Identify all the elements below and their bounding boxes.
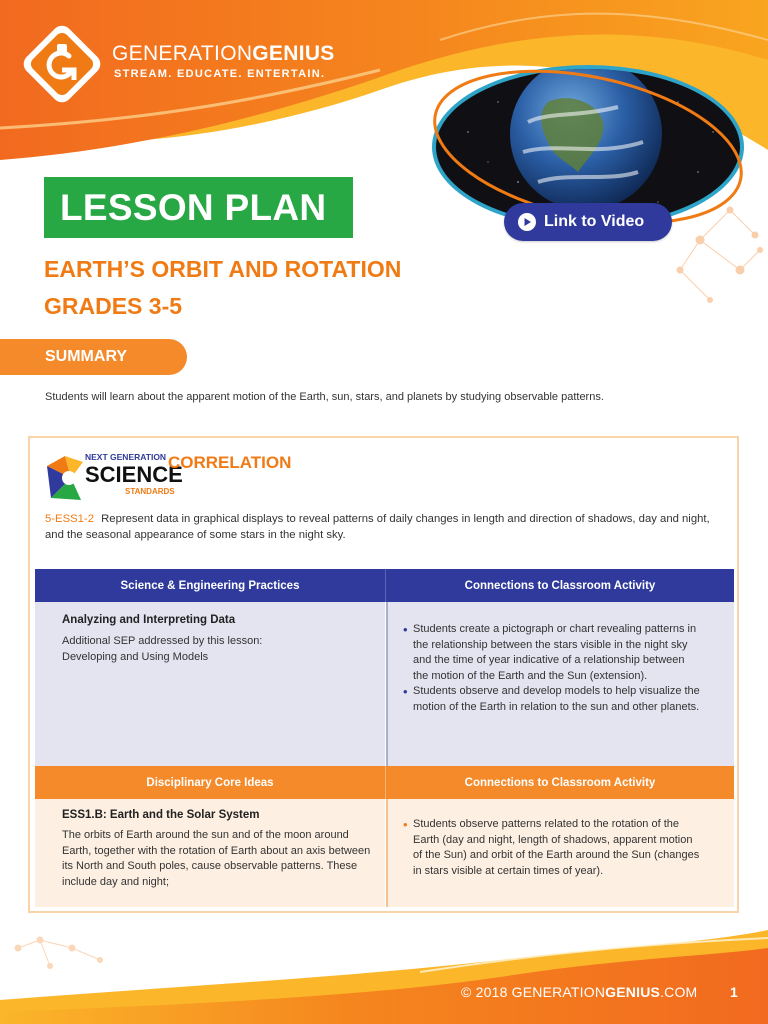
play-icon	[518, 213, 536, 231]
brand-tagline: STREAM. EDUCATE. ENTERTAIN.	[114, 68, 326, 80]
core-ideas-left-cell	[35, 799, 385, 907]
footer-copyright: © 2018 GENERATIONGENIUS.COM	[461, 984, 698, 1000]
grade-level: GRADES 3-5	[44, 293, 183, 319]
list-item: • Students observe and develop models to help visualize the motion of the Earth in relation to the sun and other planets.	[403, 684, 700, 715]
link-to-video-button[interactable]	[504, 203, 672, 241]
lesson-plan-badge: LESSON PLAN	[44, 177, 353, 238]
footer-swoosh	[0, 930, 768, 1024]
svg-text:STANDARDS: STANDARDS	[125, 487, 175, 496]
practices-header-right: Connections to Classroom Activity	[385, 569, 734, 602]
core-ideas-header-right: Connections to Classroom Activity	[385, 766, 734, 799]
standard-code: 5-ESS1-2	[45, 513, 94, 525]
svg-text:SCIENCE: SCIENCE	[85, 462, 183, 487]
lesson-title: EARTH’S ORBIT AND ROTATION	[44, 256, 402, 282]
practice-bullets	[403, 622, 700, 715]
core-idea-bullets	[403, 817, 700, 879]
summary-text: Students will learn about the apparent motion of the Earth, sun, stars, and planets by studying observable patterns.	[45, 391, 604, 403]
core-idea-text: The orbits of Earth around the sun and of the moon around Earth, together with the rotation of Earth about an axis between its North and South poles, cause observable patterns. These include day and night;	[62, 829, 371, 888]
core-ideas-right-cell	[386, 799, 734, 907]
link-to-video-label: Link to Video	[544, 213, 645, 230]
practices-right-cell	[386, 602, 734, 766]
ngss-logo	[41, 448, 183, 510]
standard-statement	[45, 511, 725, 543]
list-item: • Students observe patterns related to the rotation of the Earth (day and night, length of shadows, apparent motion of the Sun) and orbit of the Earth around the Sun (changes in stars visible at certain times of year).	[403, 817, 700, 879]
standard-description: Represent data in graphical displays to reveal patterns of daily changes in length and direction of shadows, day and night, and the seasonal appearance of some stars in the night sky.	[45, 513, 710, 541]
brand-name: GENERATIONGENIUS	[112, 42, 335, 65]
practices-header-left: Science & Engineering Practices	[35, 569, 385, 602]
correlation-heading: CORRELATION	[168, 453, 292, 472]
page-number: 1	[730, 984, 738, 1000]
practice-title: Analyzing and Interpreting Data	[62, 614, 236, 626]
core-ideas-header-left: Disciplinary Core Ideas	[35, 766, 385, 799]
list-item: • Students create a pictograph or chart revealing patterns in the relationship between the stars visible in the night sky and the time of year indicative of a relationship between the motion of the Earth and the Sun (extension).	[403, 622, 700, 684]
summary-tab: SUMMARY	[0, 339, 187, 375]
practice-text: Additional SEP addressed by this lesson: Developing and Using Models	[62, 635, 263, 663]
svg-text:NEXT GENERATION: NEXT GENERATION	[85, 452, 167, 462]
core-idea-title: ESS1.B: Earth and the Solar System	[62, 809, 260, 821]
generation-genius-logo	[20, 22, 104, 106]
practices-left-cell	[35, 602, 385, 766]
